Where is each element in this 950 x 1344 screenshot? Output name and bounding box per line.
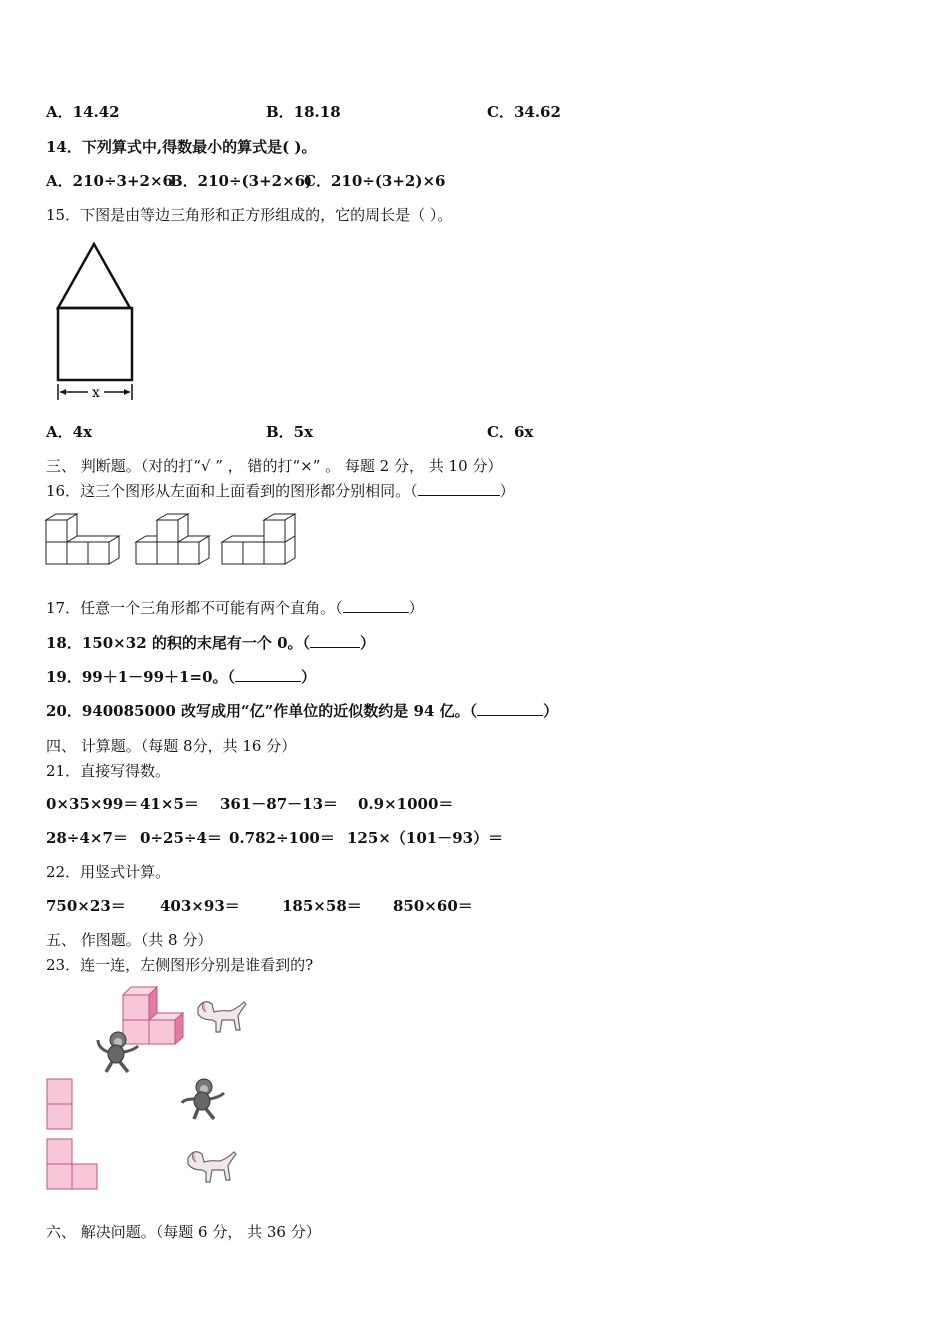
q20-close: ）: [543, 702, 559, 720]
dog-icon: [180, 1146, 240, 1191]
q16-answer-blank[interactable]: [418, 481, 500, 496]
q15-option-a: A．4x: [46, 423, 93, 441]
section3-title: 三、 判断题。（对的打“√ ” ， 错的打“×” 。 每题 2 分， 共 10 分）: [46, 457, 503, 475]
q20-answer-blank[interactable]: [477, 701, 543, 716]
section4-title: 四、 计算题。（每题 8分，共 16 分）: [46, 737, 297, 755]
q22-question: 22．用竖式计算。: [46, 863, 171, 881]
section6-title: 六、 解决问题。（每题 6 分， 共 36 分）: [46, 1223, 321, 1241]
q21-item: 0.9×1000＝: [358, 795, 454, 813]
monkey-icon: [94, 1030, 144, 1075]
q21-item: 0×35×99＝: [46, 795, 139, 813]
q14-option-c: C．210÷(3+2)×6: [304, 172, 446, 190]
q15-option-b: B．5x: [266, 423, 314, 441]
q22-item: 403×93＝: [160, 897, 240, 915]
monkey-icon: [180, 1077, 230, 1122]
q22-item: 850×60＝: [393, 897, 473, 915]
q14-option-b: B．210÷(3+2×6): [170, 172, 313, 190]
q15-option-c: C．6x: [487, 423, 534, 441]
q21-item: 0.782÷100＝: [229, 829, 335, 847]
q15-figure: [48, 240, 148, 410]
q18-question: [46, 633, 375, 653]
q21-item: 0÷25÷4＝: [140, 829, 222, 847]
q15-question: 15．下图是由等边三角形和正方形组成的，它的周长是（ ）。: [46, 206, 453, 224]
q14-option-a: A．210÷3+2×6: [46, 172, 173, 190]
q23-question: 23．连一连，左侧图形分别是谁看到的?: [46, 956, 314, 974]
q21-question: 21．直接写得数。: [46, 762, 171, 780]
q13-option-a: A．14.42: [46, 103, 120, 121]
q22-item: 750×23＝: [46, 897, 126, 915]
q23-view-2: [46, 1138, 102, 1192]
q16-figure-1: [46, 514, 119, 564]
q20-text: 20．940085000 改写成用“亿”作单位的近似数约是 94 亿。（: [46, 702, 478, 720]
q17-question: [46, 598, 424, 618]
q13-option-b: B．18.18: [266, 103, 341, 121]
q23-view-1: [46, 1078, 76, 1132]
q16-figures: [46, 512, 316, 572]
q21-item: 361－87－13＝: [220, 795, 339, 813]
q16-question: [46, 481, 515, 501]
q19-close: ）: [301, 668, 317, 686]
q21-item: 41×5＝: [140, 795, 199, 813]
q16-figure-3: [222, 514, 295, 564]
q21-item: 28÷4×7＝: [46, 829, 128, 847]
q19-answer-blank[interactable]: [235, 667, 301, 682]
q16-close: ）: [499, 482, 515, 500]
q18-answer-blank[interactable]: [310, 633, 360, 648]
q21-item: 125×（101－93）＝: [347, 829, 504, 847]
dog-icon: [190, 996, 250, 1041]
q18-text: 18．150×32 的积的末尾有一个 0。（: [46, 634, 311, 652]
q20-question: [46, 701, 558, 721]
q14-question: 14．下列算式中,得数最小的算式是( )。: [46, 138, 317, 156]
q16-text: 16．这三个图形从左面和上面看到的图形都分别相同。（: [46, 482, 418, 500]
q18-close: ）: [360, 634, 376, 652]
q17-text: 17．任意一个三角形都不可能有两个直角。（: [46, 599, 343, 617]
q17-answer-blank[interactable]: [343, 598, 409, 613]
q22-item: 185×58＝: [282, 897, 362, 915]
q16-figure-2: [136, 514, 209, 564]
q13-option-c: C．34.62: [487, 103, 561, 121]
q19-question: [46, 667, 316, 687]
q15-figure-label: x: [92, 385, 100, 401]
q19-text: 19．99＋1－99＋1=0。（: [46, 668, 236, 686]
q17-close: ）: [408, 599, 424, 617]
section5-title: 五、 作图题。（共 8 分）: [46, 931, 213, 949]
